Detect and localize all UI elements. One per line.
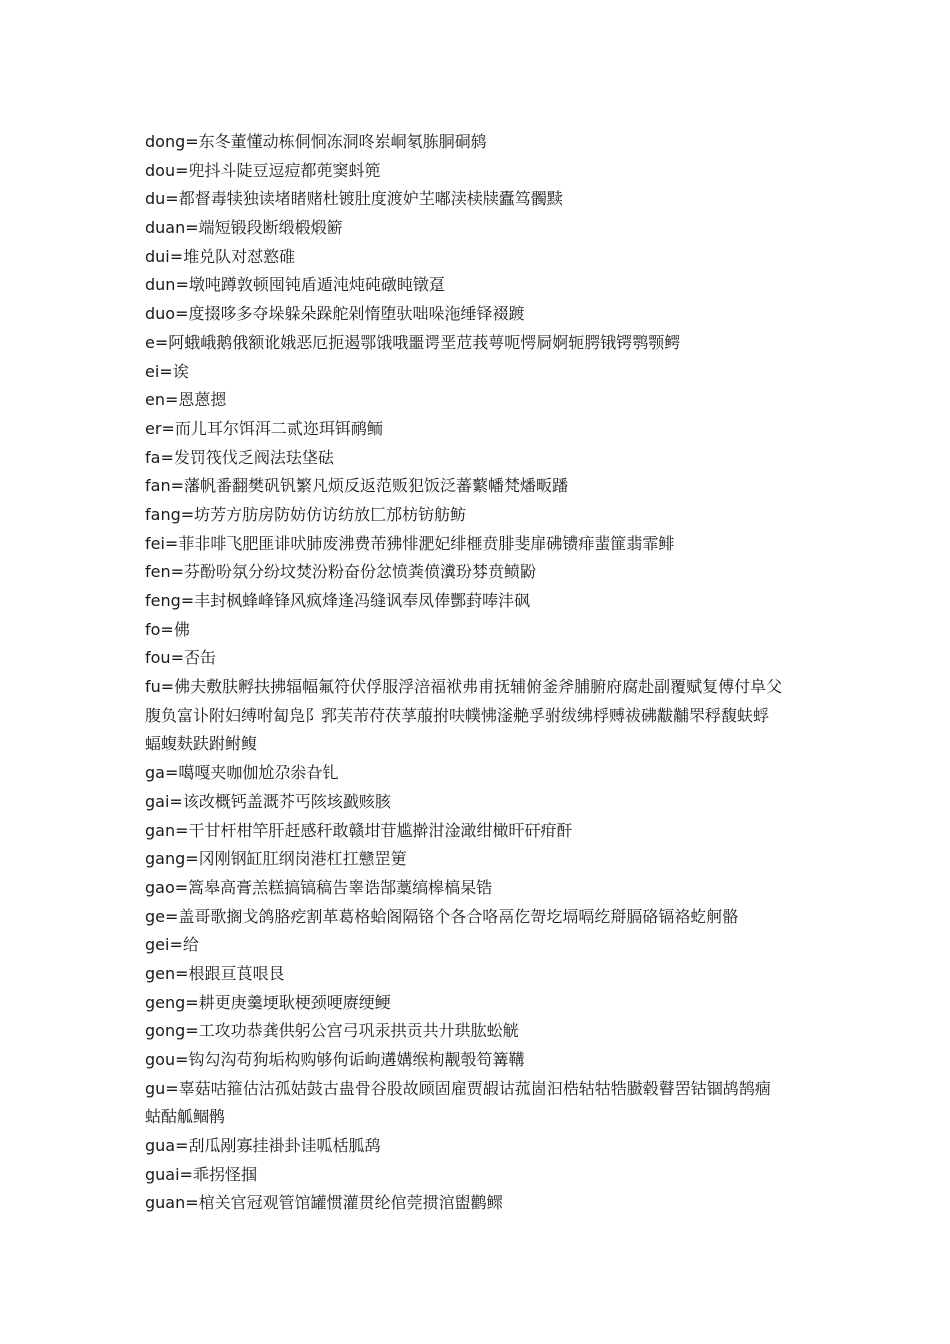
pinyin-line-geng: geng=耕更庚羹埂耿梗颈哽赓绠鲠 <box>145 992 391 1012</box>
pinyin-line-fen: fen=芬酚吩氛分纷坟焚汾粉奋份忿愤粪偾瀵玢棼贲鲼鼢 <box>145 562 537 582</box>
pinyin-line-fang: fang=坊芳方肪房防妨仿访纺放匚邡枋钫舫鲂 <box>145 504 467 524</box>
pinyin-line-fu-cont-2: 蝠蝮麸趺跗鲋鳆 <box>145 734 258 754</box>
pinyin-line-gang: gang=冈刚钢缸肛纲岗港杠扛戆罡筻 <box>145 849 407 869</box>
pinyin-line-gao: gao=篙皋高膏羔糕搞镐稿告睾诰郜藁缟槔槁杲锆 <box>145 877 493 897</box>
pinyin-line-ga: ga=噶嘎夹咖伽尬尕尜旮钆 <box>145 763 339 783</box>
pinyin-line-feng: feng=丰封枫蜂峰锋风疯烽逢冯缝讽奉凤俸酆葑唪沣砜 <box>145 591 531 610</box>
pinyin-line-ge: ge=盖哥歌搁戈鸽胳疙割革葛格蛤阁隔铬个各合咯鬲仡哿圪塥嗝纥搿膈硌镉袼虼舸骼 <box>145 906 739 926</box>
pinyin-line-gu: gu=辜菇咕箍估沽孤姑鼓古蛊骨谷股故顾固雇贾嘏诂菰崮汩梏轱牯牿臌毂瞽罟钴锢鸪鹄痼 <box>145 1078 771 1098</box>
pinyin-line-en: en=恩蒽摁 <box>145 390 227 410</box>
document-body <box>145 128 815 1218</box>
pinyin-line-gai: gai=该改概钙盖溉芥丐陔垓戤赅胲 <box>145 791 391 811</box>
pinyin-line-dui: dui=堆兑队对怼憝碓 <box>145 246 296 266</box>
pinyin-line-ei: ei=诶 <box>145 361 189 381</box>
pinyin-line-fa: fa=发罚筏伐乏阀法珐垡砝 <box>145 447 334 467</box>
pinyin-line-gen: gen=根跟亘茛哏艮 <box>145 963 285 983</box>
pinyin-line-gong: gong=工攻功恭龚供躬公宫弓巩汞拱贡共廾珙肱蚣觥 <box>145 1021 519 1041</box>
pinyin-line-fei: fei=菲非啡飞肥匪诽吠肺废沸费芾狒悱淝妃绯榧贲腓斐扉砩镄痱蜚篚翡霏鲱 <box>145 533 675 553</box>
pinyin-line-dun: dun=墩吨蹲敦顿囤钝盾遁沌炖砘礅盹镦趸 <box>145 275 445 295</box>
pinyin-line-guai: guai=乖拐怪掴 <box>145 1164 257 1184</box>
pinyin-line-gua: gua=刮瓜剐寡挂褂卦诖呱栝胍鸹 <box>145 1136 381 1156</box>
pinyin-line-gei: gei=给 <box>145 935 199 955</box>
pinyin-line-fo: fo=佛 <box>145 619 190 639</box>
pinyin-line-duan: duan=端短锻段断缎椴煅簖 <box>145 218 343 238</box>
pinyin-line-du: du=都督毒犊独读堵睹赌杜镀肚度渡妒芏嘟渎椟牍蠹笃髑黩 <box>145 189 563 209</box>
pinyin-line-fan: fan=藩帆番翻樊矾钒繁凡烦反返范贩犯饭泛蕃蘩幡梵燔畈蹯 <box>145 476 568 496</box>
pinyin-line-duo: duo=度掇哆多夺垛躲朵跺舵剁惰堕驮咄哚沲缍铎裰踱 <box>145 304 525 324</box>
pinyin-line-gou: gou=钩勾沟苟狗垢构购够佝诟岣遘媾缑枸觏彀笱篝鞲 <box>145 1050 525 1069</box>
pinyin-line-dong: dong=东冬董懂动栋侗恫冻洞咚岽峒氡胨胴硐鸫 <box>145 132 487 151</box>
pinyin-line-guan: guan=棺关官冠观管馆罐惯灌贯纶倌莞掼涫盥鹳鳏 <box>145 1193 503 1213</box>
pinyin-line-er: er=而儿耳尔饵洱二贰迩珥铒鸸鲕 <box>145 418 383 438</box>
pinyin-line-fou: fou=否缶 <box>145 648 216 668</box>
pinyin-line-e: e=阿蛾峨鹅俄额讹娥恶厄扼遏鄂饿哦噩谔垩苊莪萼呃愕屙婀轭腭锇锷鹗颚鳄 <box>145 332 681 352</box>
pinyin-line-fu-cont-1: 腹负富讣附妇缚咐匐凫阝郛芙芾苻茯莩菔拊呋幞怫滏艴孚驸绂绋桴赙祓砩黻黼罘稃馥蚨蜉 <box>145 705 770 725</box>
pinyin-line-fu: fu=佛夫敷肤孵扶拂辐幅氟符伏俘服浮涪福袱弗甫抚辅俯釜斧脯腑府腐赴副覆赋复傅付阜父 <box>145 677 783 697</box>
pinyin-line-gu-cont: 蛄酤觚鲴鹘 <box>145 1107 226 1127</box>
pinyin-line-gan: gan=干甘杆柑竿肝赶感秆敢赣坩苷尴擀泔淦澉绀橄旰矸疳酐 <box>145 820 573 840</box>
pinyin-line-dou: dou=兜抖斗陡豆逗痘都蔸窦蚪篼 <box>145 160 381 180</box>
